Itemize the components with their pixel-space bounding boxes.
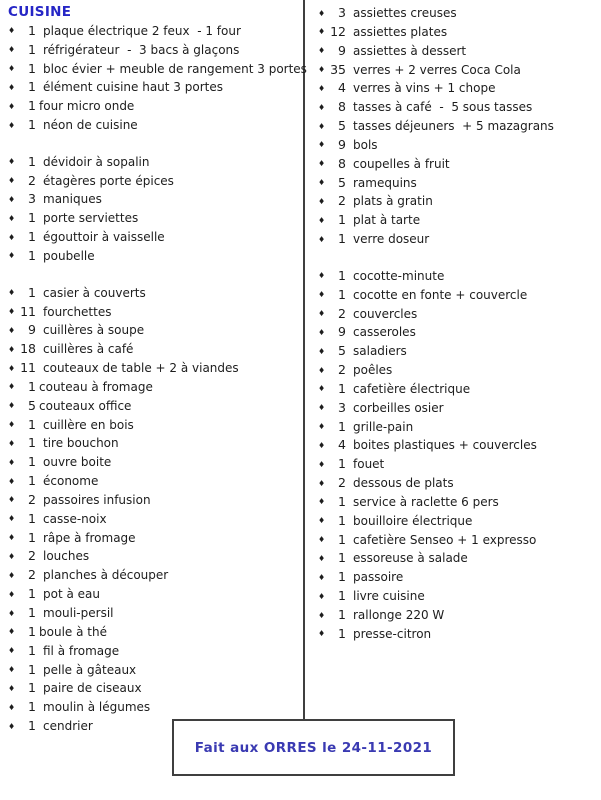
item-label: râpe à fromage — [43, 530, 136, 545]
list-item — [8, 529, 304, 548]
item-quantity: 1 — [28, 529, 36, 545]
diamond-bullet-icon: ♦ — [8, 589, 16, 599]
item-quantity: 1 — [28, 98, 36, 114]
diamond-bullet-icon: ♦ — [318, 290, 326, 300]
diamond-bullet-icon: ♦ — [318, 535, 326, 545]
item-quantity: 1 — [338, 267, 346, 283]
item-label: pelle à gâteaux — [43, 662, 137, 677]
item-label: louches — [43, 549, 90, 564]
list-item — [318, 286, 600, 305]
diamond-bullet-icon: ♦ — [8, 325, 16, 335]
list-item — [318, 42, 600, 61]
item-label: économe — [43, 474, 99, 489]
list-item — [318, 98, 600, 117]
list-item — [8, 303, 304, 322]
item-label: couteaux de table + 2 à viandes — [43, 361, 239, 376]
diamond-bullet-icon: ♦ — [8, 608, 16, 618]
list-item — [8, 60, 307, 79]
item-label: paire de ciseaux — [43, 681, 142, 696]
list-item — [8, 604, 304, 623]
item-quantity: 2 — [338, 305, 346, 321]
list-item — [8, 340, 304, 359]
item-quantity: 1 — [28, 680, 36, 696]
item-quantity: 8 — [338, 155, 346, 171]
diamond-bullet-icon: ♦ — [318, 422, 326, 432]
item-label: couteaux office — [39, 398, 132, 413]
item-label: ramequins — [353, 175, 417, 190]
item-label: cocotte en fonte + couvercle — [353, 287, 528, 302]
item-quantity: 11 — [20, 303, 36, 319]
diamond-bullet-icon: ♦ — [318, 516, 326, 526]
item-label: bols — [353, 137, 378, 152]
item-quantity: 1 — [28, 117, 36, 133]
item-quantity: 8 — [338, 99, 346, 115]
item-quantity: 1 — [28, 229, 36, 245]
diamond-bullet-icon: ♦ — [318, 497, 326, 507]
list-item — [318, 61, 600, 80]
item-quantity: 1 — [28, 623, 36, 639]
list-item — [318, 531, 600, 550]
diamond-bullet-icon: ♦ — [8, 401, 16, 411]
item-label: tasses déjeuners + 5 mazagrans — [353, 119, 554, 134]
list-item — [318, 399, 600, 418]
list-item — [318, 512, 600, 531]
item-quantity: 1 — [338, 212, 346, 228]
list-item — [8, 284, 304, 303]
item-label: fourchettes — [43, 304, 112, 319]
item-quantity: 1 — [28, 378, 36, 394]
list-item — [318, 23, 600, 42]
list-item — [8, 22, 304, 41]
diamond-bullet-icon: ♦ — [8, 26, 16, 36]
item-quantity: 1 — [338, 588, 346, 604]
diamond-bullet-icon: ♦ — [8, 101, 16, 111]
diamond-bullet-icon: ♦ — [8, 683, 16, 693]
item-quantity: 2 — [338, 362, 346, 378]
list-item — [8, 585, 304, 604]
item-group — [8, 22, 307, 135]
footer-date-text: Fait aux ORRES le 24-11-2021 — [194, 739, 433, 756]
list-item — [8, 679, 304, 698]
list-item — [8, 642, 304, 661]
item-quantity: 1 — [28, 22, 36, 38]
list-item — [8, 434, 304, 453]
list-item — [8, 623, 304, 642]
item-quantity: 4 — [338, 437, 346, 453]
diamond-bullet-icon: ♦ — [8, 495, 16, 505]
diamond-bullet-icon: ♦ — [318, 234, 326, 244]
item-label: mouli-persil — [43, 606, 114, 620]
diamond-bullet-icon: ♦ — [318, 327, 326, 337]
item-label: verres + 2 verres Coca Cola — [353, 62, 521, 77]
item-quantity: 1 — [338, 569, 346, 585]
list-item — [8, 41, 304, 60]
item-label: bouilloire électrique — [353, 513, 473, 528]
diamond-bullet-icon: ♦ — [318, 178, 326, 188]
item-quantity: 2 — [28, 567, 36, 583]
list-item — [8, 359, 304, 378]
item-label: livre cuisine — [353, 589, 425, 604]
list-item — [318, 625, 600, 644]
list-item — [8, 472, 304, 491]
item-quantity: 1 — [28, 284, 36, 300]
item-label: cendrier — [43, 719, 93, 734]
diamond-bullet-icon: ♦ — [318, 478, 326, 488]
diamond-bullet-icon: ♦ — [318, 610, 326, 620]
item-quantity: 9 — [338, 324, 346, 340]
item-quantity: 1 — [338, 286, 346, 302]
item-label: bloc évier + meuble de rangement 3 portes — [43, 61, 307, 76]
item-quantity: 1 — [28, 586, 36, 602]
item-label: service à raclette 6 pers — [353, 494, 499, 509]
item-label: plaque électrique 2 feux - 1 four — [43, 23, 241, 38]
diamond-bullet-icon: ♦ — [318, 27, 326, 37]
item-label: essoreuse à salade — [353, 551, 468, 566]
diamond-bullet-icon: ♦ — [8, 457, 16, 467]
list-item — [318, 493, 600, 512]
item-quantity: 1 — [338, 456, 346, 472]
item-label: tire bouchon — [43, 436, 119, 451]
item-quantity: 18 — [20, 341, 36, 357]
item-quantity: 2 — [338, 193, 346, 209]
item-quantity: 1 — [28, 247, 36, 263]
list-item — [318, 192, 600, 211]
item-label: plat à tarte — [353, 213, 421, 228]
item-label: tasses à café - 5 sous tasses — [353, 100, 533, 115]
item-quantity: 1 — [338, 380, 346, 396]
item-label: four micro onde — [39, 99, 135, 114]
list-item — [318, 549, 600, 568]
diamond-bullet-icon: ♦ — [8, 665, 16, 675]
diamond-bullet-icon: ♦ — [318, 8, 326, 18]
item-quantity: 2 — [28, 172, 36, 188]
right-column — [318, 4, 600, 644]
diamond-bullet-icon: ♦ — [8, 382, 16, 392]
item-quantity: 2 — [28, 548, 36, 564]
list-item — [318, 117, 600, 136]
diamond-bullet-icon: ♦ — [8, 363, 16, 373]
item-label: cafetière Senseo + 1 expresso — [353, 532, 537, 547]
item-quantity: 5 — [28, 397, 36, 413]
item-label: cocotte-minute — [353, 268, 445, 283]
item-quantity: 1 — [28, 473, 36, 489]
list-item — [8, 491, 304, 510]
list-item — [318, 79, 600, 98]
list-item — [8, 172, 304, 191]
item-quantity: 1 — [338, 418, 346, 434]
item-quantity: 3 — [338, 5, 346, 20]
item-quantity: 1 — [28, 718, 36, 734]
diamond-bullet-icon: ♦ — [318, 403, 326, 413]
list-item — [8, 116, 304, 135]
item-quantity: 1 — [338, 231, 346, 247]
item-quantity: 1 — [28, 79, 36, 95]
item-label: saladiers — [353, 344, 407, 359]
list-item — [318, 380, 600, 399]
diamond-bullet-icon: ♦ — [318, 309, 326, 318]
diamond-bullet-icon: ♦ — [8, 721, 16, 731]
diamond-bullet-icon: ♦ — [318, 459, 326, 469]
item-label: assiettes plates — [353, 24, 448, 39]
list-item — [8, 97, 304, 116]
list-item — [8, 209, 304, 228]
list-item — [318, 455, 600, 474]
right-item-groups — [318, 4, 600, 644]
list-item — [318, 211, 600, 230]
item-label: casseroles — [353, 325, 416, 340]
diamond-bullet-icon: ♦ — [318, 140, 326, 150]
list-item — [318, 587, 600, 606]
item-label: boule à thé — [39, 624, 107, 639]
item-label: plats à gratin — [353, 194, 433, 209]
item-label: dessous de plats — [353, 476, 454, 491]
item-quantity: 35 — [330, 61, 346, 77]
item-label: assiettes creuses — [353, 6, 457, 20]
item-quantity: 1 — [28, 510, 36, 526]
diamond-bullet-icon: ♦ — [318, 271, 326, 281]
list-item — [8, 228, 304, 247]
diamond-bullet-icon: ♦ — [8, 627, 16, 637]
list-item — [8, 453, 304, 472]
item-label: réfrigérateur - 3 bacs à glaçons — [43, 42, 240, 57]
diamond-bullet-icon: ♦ — [318, 591, 326, 601]
diamond-bullet-icon: ♦ — [318, 572, 326, 582]
list-item — [8, 378, 304, 397]
diamond-bullet-icon: ♦ — [318, 346, 326, 356]
diamond-bullet-icon: ♦ — [318, 46, 326, 56]
item-quantity: 2 — [28, 491, 36, 507]
item-label: presse-citron — [353, 626, 432, 641]
diamond-bullet-icon: ♦ — [318, 553, 326, 563]
item-label: casse-noix — [43, 511, 107, 526]
diamond-bullet-icon: ♦ — [8, 232, 16, 242]
item-label: passoire — [353, 570, 404, 585]
item-label: verre doseur — [353, 232, 430, 247]
item-quantity: 11 — [20, 360, 36, 376]
item-label: cafetière électrique — [353, 381, 471, 396]
item-group — [8, 153, 304, 266]
list-item — [318, 361, 600, 380]
item-quantity: 1 — [28, 699, 36, 715]
left-column — [8, 4, 307, 736]
item-quantity: 1 — [28, 210, 36, 226]
diamond-bullet-icon: ♦ — [8, 82, 16, 92]
diamond-bullet-icon: ♦ — [8, 702, 16, 712]
list-item — [318, 305, 600, 324]
item-quantity: 5 — [338, 174, 346, 190]
item-quantity: 12 — [330, 23, 346, 39]
list-item — [8, 566, 304, 585]
item-quantity: 1 — [28, 435, 36, 451]
list-item — [318, 323, 600, 342]
diamond-bullet-icon: ♦ — [318, 102, 326, 112]
item-label: couteau à fromage — [39, 379, 153, 394]
item-label: coupelles à fruit — [353, 156, 450, 171]
item-quantity: 1 — [28, 642, 36, 658]
section-title: CUISINE — [8, 4, 72, 20]
diamond-bullet-icon: ♦ — [8, 194, 16, 204]
item-label: pot à eau — [43, 587, 100, 602]
diamond-bullet-icon: ♦ — [8, 344, 16, 354]
footer-box — [172, 719, 455, 776]
diamond-bullet-icon: ♦ — [8, 213, 16, 223]
diamond-bullet-icon: ♦ — [8, 533, 16, 543]
left-item-groups — [8, 22, 307, 736]
item-label: ouvre boite — [43, 455, 112, 470]
item-label: rallonge 220 W — [353, 608, 445, 622]
diamond-bullet-icon: ♦ — [318, 83, 326, 93]
diamond-bullet-icon: ♦ — [318, 384, 326, 394]
item-label: cuillère en bois — [43, 417, 134, 432]
list-item — [318, 155, 600, 174]
item-quantity: 1 — [28, 605, 36, 620]
list-item — [318, 230, 600, 249]
list-item — [318, 606, 600, 625]
list-item — [8, 510, 304, 529]
item-label: boites plastiques + couvercles — [353, 438, 537, 453]
list-item — [8, 547, 304, 566]
item-quantity: 5 — [338, 343, 346, 359]
item-label: planches à découper — [43, 568, 169, 583]
diamond-bullet-icon: ♦ — [8, 438, 16, 448]
diamond-bullet-icon: ♦ — [8, 157, 16, 167]
diamond-bullet-icon: ♦ — [318, 196, 326, 206]
diamond-bullet-icon: ♦ — [8, 288, 16, 298]
list-item — [8, 78, 304, 97]
item-label: étagères porte épices — [43, 173, 174, 188]
diamond-bullet-icon: ♦ — [318, 629, 326, 639]
diamond-bullet-icon: ♦ — [318, 365, 326, 375]
item-label: assiettes à dessert — [353, 43, 467, 58]
item-quantity: 1 — [28, 416, 36, 432]
item-label: grille-pain — [353, 419, 414, 434]
item-label: corbeilles osier — [353, 400, 444, 415]
item-quantity: 2 — [338, 475, 346, 491]
item-quantity: 9 — [28, 322, 36, 338]
list-item — [8, 190, 304, 209]
list-item — [318, 418, 600, 437]
item-label: égouttoir à vaisselle — [43, 230, 165, 245]
list-item — [318, 174, 600, 193]
list-item — [318, 342, 600, 361]
item-quantity: 3 — [28, 191, 36, 207]
item-quantity: 1 — [28, 661, 36, 677]
item-quantity: 1 — [28, 60, 36, 76]
item-quantity: 3 — [338, 399, 346, 415]
item-quantity: 9 — [338, 42, 346, 58]
diamond-bullet-icon: ♦ — [8, 176, 16, 186]
list-item — [8, 247, 304, 266]
item-quantity: 1 — [28, 454, 36, 470]
list-item — [8, 397, 304, 416]
diamond-bullet-icon: ♦ — [318, 121, 326, 131]
item-label: maniques — [43, 192, 102, 207]
item-label: fouet — [353, 457, 385, 472]
diamond-bullet-icon: ♦ — [318, 65, 326, 75]
item-quantity: 1 — [338, 531, 346, 547]
item-label: verres à vins + 1 chope — [353, 81, 496, 96]
item-label: porte serviettes — [43, 211, 139, 226]
item-quantity: 1 — [338, 550, 346, 566]
item-group — [318, 267, 600, 644]
diamond-bullet-icon: ♦ — [8, 476, 16, 486]
list-item — [8, 661, 304, 680]
item-quantity: 1 — [338, 625, 346, 641]
diamond-bullet-icon: ♦ — [8, 120, 16, 130]
item-quantity: 1 — [338, 493, 346, 509]
list-item — [8, 698, 304, 717]
list-item — [8, 416, 304, 435]
item-quantity: 4 — [338, 80, 346, 96]
item-label: casier à couverts — [43, 285, 146, 300]
item-group — [8, 284, 304, 736]
diamond-bullet-icon: ♦ — [8, 45, 16, 55]
diamond-bullet-icon: ♦ — [318, 159, 326, 169]
item-label: moulin à légumes — [43, 700, 151, 715]
item-label: néon de cuisine — [43, 118, 138, 133]
item-label: couvercles — [353, 306, 418, 321]
diamond-bullet-icon: ♦ — [8, 551, 16, 561]
item-group — [318, 4, 600, 249]
item-quantity: 1 — [28, 153, 36, 169]
list-item — [8, 321, 304, 340]
diamond-bullet-icon: ♦ — [8, 420, 16, 430]
item-quantity: 1 — [338, 607, 346, 622]
list-item — [318, 136, 600, 155]
diamond-bullet-icon: ♦ — [8, 251, 16, 261]
item-label: cuillères à soupe — [43, 323, 145, 338]
item-quantity: 5 — [338, 118, 346, 134]
list-item — [318, 474, 600, 493]
list-item — [8, 153, 304, 172]
diamond-bullet-icon: ♦ — [8, 307, 16, 316]
diamond-bullet-icon: ♦ — [8, 64, 16, 74]
list-item — [318, 267, 600, 286]
item-quantity: 9 — [338, 136, 346, 152]
list-item — [318, 568, 600, 587]
item-label: poêles — [353, 363, 393, 378]
item-quantity: 1 — [28, 41, 36, 57]
diamond-bullet-icon: ♦ — [318, 215, 326, 225]
diamond-bullet-icon: ♦ — [8, 514, 16, 524]
item-label: élément cuisine haut 3 portes — [43, 80, 223, 95]
diamond-bullet-icon: ♦ — [318, 440, 326, 450]
item-quantity: 1 — [338, 512, 346, 528]
diamond-bullet-icon: ♦ — [8, 646, 16, 656]
item-label: passoires infusion — [43, 492, 151, 507]
diamond-bullet-icon: ♦ — [8, 570, 16, 580]
item-label: poubelle — [43, 248, 95, 263]
item-label: cuillères à café — [43, 342, 134, 357]
list-item — [318, 4, 600, 23]
item-label: dévidoir à sopalin — [43, 154, 150, 169]
list-item — [318, 436, 600, 455]
item-label: fil à fromage — [43, 643, 120, 658]
